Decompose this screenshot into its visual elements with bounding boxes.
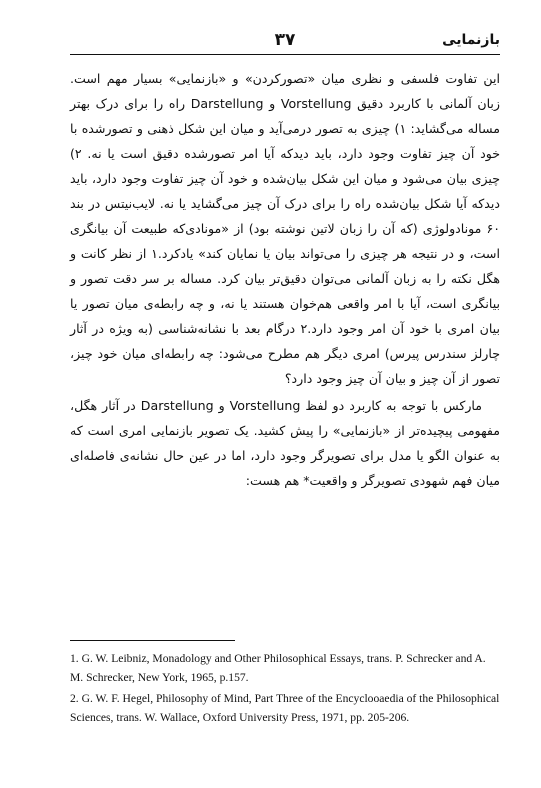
footnotes xyxy=(70,650,500,730)
header-rule xyxy=(70,54,500,55)
page-header xyxy=(70,30,500,54)
paragraph-2: مارکس با توجه به کاربرد دو لفظ Vorstellung و Darstellung در آثار هگل، مفهومی پیچیده‌تر از «بازنمایی» را پیش کشید. یک تصویر بازنمایی امری است که به عنوان الگو یا مدل برای تصویرگر وجود دارد، اما در عین حال نشانه‌ی فاصله‌ای میان فهم شهودی تصویرگر و واقعیت* هم هست: xyxy=(70,398,500,488)
footnote-2: 2. G. W. F. Hegel, Philosophy of Mind, Part Three of the Encyclooaedia of the Philosophical Sciences, trans. W. Wallace, Oxford University Press, 1971, pp. 205-206. xyxy=(70,692,500,724)
main-text xyxy=(70,66,500,493)
footnote-rule xyxy=(70,640,235,641)
page-number: ۳۷ xyxy=(274,30,296,50)
running-head: بازنمایی xyxy=(442,32,500,48)
footnote-1: 1. G. W. Leibniz, Monadology and Other Philosophical Essays, trans. P. Schrecker and A. M. Schrecker, New York, 1965, p.157. xyxy=(70,652,486,684)
paragraph-1: این تفاوت فلسفی و نظری میان «تصورکردن» و «بازنمایی» بسیار مهم است. زبان آلمانی با کاربرد دقیق Vorstellung و Darstellung راه را برای درک بهتر مساله می‌گشاید: ۱) چیزی به تصور درمی‌آید و میان این شکل ذهنی و تصورشده با خود آن چیز تفاوت وجود دارد، باید دیدکه آیا امر تصورشده دقیق است یا نه. ۲) چیزی بیان می‌شود و میان این شکل بیان‌شده و خود آن چیز تفاوت وجود دارد، باید دیدکه آیا شکل بیان‌شده راه را برای درک آن چیز می‌گشاید یا نه. لایب‌نیتس در بند ۶۰ مونادولوژی (که آن را زبان لاتین نوشته بود) از «مونادی‌که طبیعت آن بیانگری است، و در نتیجه هر چیزی را می‌تواند بیان یا نمایان کند» یادکرد.۱ از نظر کانت و هگل نکته را به زبان آلمانی می‌توان دقیق‌تر بیان کرد. مساله بر سر دقت تصور و بیانگری است، آیا با امر واقعی هم‌خوان هستند یا نه، و چه رابطه‌ی میان تصور یا بیان امری با خود آن امر وجود دارد.۲ درگام بعد با نشانه‌شناسی (به ویژه در آثار چارلز سندرس پیرس) امری دیگر هم مطرح می‌شود: چه رابطه‌ای میان خود چیز، تصور از آن چیز و بیان آن چیز وجود دارد؟ xyxy=(70,71,501,386)
